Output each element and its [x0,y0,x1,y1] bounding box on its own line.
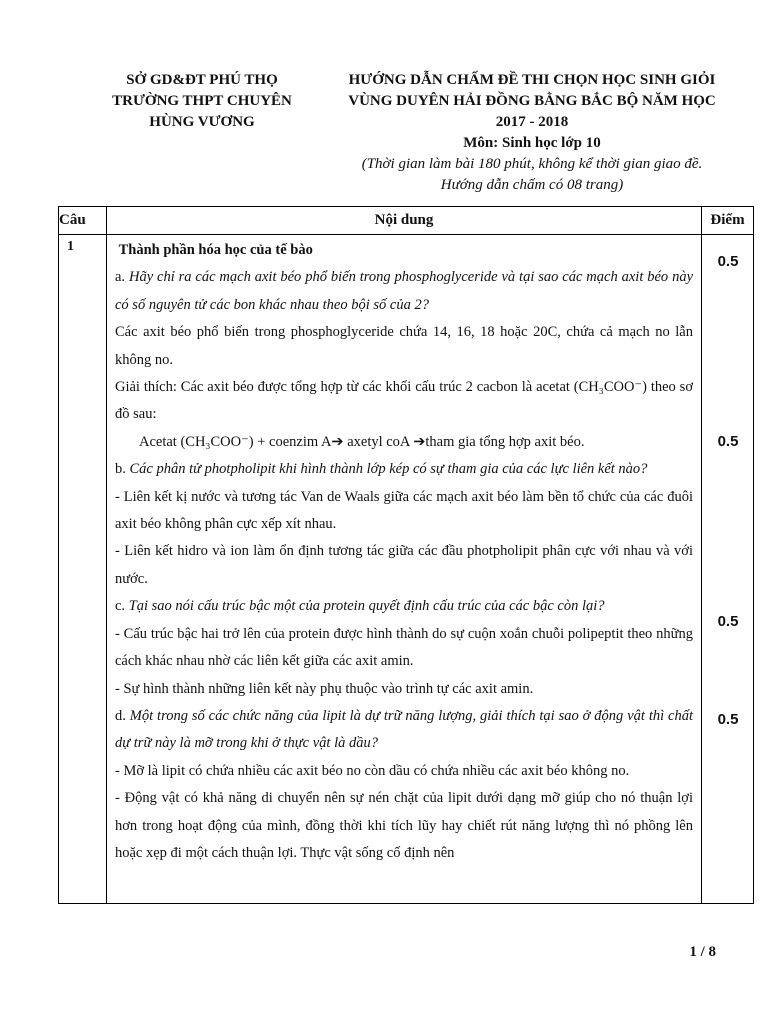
note-line-2: Hướng dẫn chấm có 08 trang) [440,177,624,193]
question-d [115,703,693,758]
header-organization [92,70,312,133]
answer-b-2: - Liên kết hidro và ion làm ổn định tương tác giữa các đầu photpholipit phân cực với nhau và với nước. [115,543,693,587]
question-b-label: b. [115,461,126,478]
org-line-2: TRƯỜNG THPT CHUYÊN [112,93,292,109]
subject-line: Môn: Sinh học lớp 10 [463,135,601,151]
points-a: 0.5 [717,253,739,270]
header-question: Câu [59,207,107,235]
points-column [702,235,754,904]
question-a-text: Hãy chỉ ra các mạch axit béo phổ biến trong phosphoglyceride và tại sao các mạch axit béo này có số nguyên tử các bon khác nhau theo bội số của 2? [115,269,694,313]
answer-b-1: - Liên kết kị nước và tương tác Van de Waals giữa các mạch axit béo làm bền tổ chức của các đuôi axit béo không phân cực xếp xít nhau. [115,488,693,533]
question-a-label: a. [115,269,126,286]
header-points: Điểm [702,207,754,235]
grading-table [58,206,754,904]
points-d: 0.5 [717,711,739,728]
page-number: 1 / 8 [689,944,716,960]
title-line-2: VÙNG DUYÊN HẢI ĐỒNG BẰNG BẮC BỘ NĂM HỌC [348,93,716,109]
answer-c-1: - Cấu trúc bậc hai trở lên của protein được hình thành do sự cuộn xoắn chuỗi polipeptit theo những cách khác nhau nhờ các liên kết giữa các axit amin. [115,625,693,670]
question-a [115,264,693,319]
header-content: Nội dung [107,207,702,235]
question-c [115,593,693,620]
question-c-text: Tại sao nói cấu trúc bậc một của protein quyết định cấu trúc của các bậc còn lại? [128,598,605,615]
answer-a-3: Acetat (CH₃COO⁻) + coenzim A➔ axetyl coA ➔tham gia tổng hợp axit béo. [139,433,585,450]
note-line-1: (Thời gian làm bài 180 phút, không kể thời gian giao đề. [361,156,703,172]
answer-d-2: - Động vật có khả năng di chuyển nên sự nén chặt của lipit dưới dạng mỡ giúp cho nó thuận lợi hơn trong hoạt động của mình, đồng thời khi tích lũy hay chiết rút năng lượng thì nó phồng lên hoặc xẹp đi một cách thuận lợi. Thực vật sống cố định nên [115,790,693,861]
org-line-3: HÙNG VƯƠNG [149,114,255,130]
points-c: 0.5 [717,613,739,630]
question-b [115,456,693,483]
question-c-label: c. [115,598,126,615]
points-b: 0.5 [717,433,739,450]
header-title-block [318,70,746,196]
question-d-label: d. [115,707,126,724]
title-line-3: 2017 - 2018 [495,114,569,130]
question-d-text: Một trong số các chức năng của lipit là dự trữ năng lượng, giải thích tại sao ở động vật thì chất dự trữ này là mỡ trong khi ở thực vật là dầu? [115,707,693,752]
table-header-row [59,207,754,235]
answer-content [107,235,702,904]
table-row [59,235,754,904]
question-number: 1 [59,235,107,904]
title-line-1: HƯỚNG DẪN CHẤM ĐỀ THI CHỌN HỌC SINH GIỎI [348,72,716,88]
question-b-text: Các phân tử photpholipit khi hình thành lớp kép có sự tham gia của các lực liên kết nào? [129,461,648,478]
answer-d-1: - Mỡ là lipit có chứa nhiều các axit béo no còn dầu có chứa nhiều các axit béo không no. [115,762,630,779]
org-line-1: SỞ GD&ĐT PHÚ THỌ [126,72,278,88]
answer-a-1: Các axit béo phổ biến trong phosphoglyceride chứa 14, 16, 18 hoặc 20C, chứa cả mạch no lẫn không no. [115,324,693,368]
answer-a-2: Giải thích: Các axit béo được tổng hợp từ các khối cấu trúc 2 cacbon là acetat (CH₃COO⁻) theo sơ đồ sau: [115,379,693,423]
answer-c-2: - Sự hình thành những liên kết này phụ thuộc vào trình tự các axit amin. [115,680,534,697]
section-title: Thành phần hóa học của tế bào [118,242,313,258]
